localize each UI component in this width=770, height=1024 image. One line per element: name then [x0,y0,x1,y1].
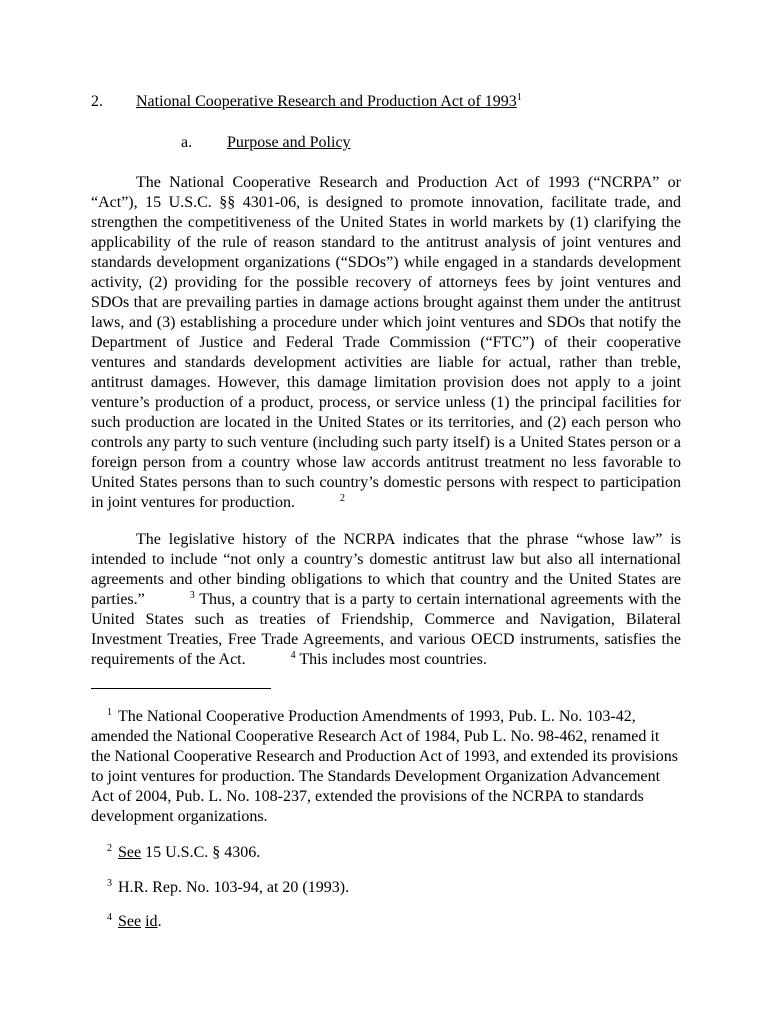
footnote-mark: 1 [107,707,112,718]
paragraph-purpose: The National Cooperative Research and Production Act of 1993 (“NCRPA” or “Act”), 15 U.S.C. §§ 4301-06, is designed to promote innovation, facilitate trade, and strengthen the competitiveness of the United States in world markets by (1) clarifying the applicability of the rule of reason standard to the antitrust analysis of joint ventures and standards development organizations (“SDOs”) while engaged in a standards development activity, (2) providing for the possible recovery of attorneys fees by joint ventures and SDOs that are prevailing parties in damage actions brought against them under the antitrust laws, and (3) establishing a procedure under which joint ventures and SDOs that notify the Department of Justice and Federal Trade Commission (“FTC”) of their cooperative ventures and standards development activities are liable for actual, rather than treble, antitrust damages. However, this damage limitation provision does not apply to a joint venture’s production of a product, process, or service unless (1) the principal facilities for such production are located in the United States or its territories, and (2) each person who controls any party to such venture (including such party itself) is a United States person or a foreign person from a country whose law accords antitrust treatment no less favorable to United States persons than to such country’s domestic persons with respect to participation in joint ventures for production. $^2$ [91,174,681,511]
footnote-2-text: 15 U.S.C. § 4306. [141,844,261,861]
footnote-2 [91,843,681,863]
footnote-1-text: The National Cooperative Production Amendments of 1993, Pub. L. No. 103-42, amended the National Cooperative Research Act of 1984, Pub L. No. 98-462, renamed it the National Cooperative Research and Production Act of 1993, and extended its provisions to joint ventures for production. The Standards Development Organization Advancement Act of 2004, Pub. L. No. 108-237, extended the provisions of the NCRPA to standards development organizations. [91,708,678,825]
footnote-4-end: . [157,913,162,930]
footnote-3 [91,878,681,898]
footnote-3-text: H.R. Rep. No. 103-94, at 20 (1993). [118,879,350,896]
subsection-title: Purpose and Policy [227,134,351,151]
footnote-4 [91,912,681,932]
section-number: 2. [91,93,103,110]
footnote-mark: 3 [107,878,112,889]
paragraph-legislative-history-text-b: Thus, a country that is a party to certain international agreements with the United States such as treaties of Friendship, Commerce and Navigation, Bilateral Investment Treaties, Free Trade Agreements, and various OECD instruments, satisfies the requirements of the Act. [91,591,681,668]
subsection-number: a. [181,134,193,151]
paragraph-legislative-history: The legislative history of the NCRPA indicates that the phrase “whose law” is intended to include “not only a country’s domestic antitrust law but also all international agreements and other binding obligations to which that country and the United States are parties.” $^3$ Thus, a country that is a party to certain international agreements with the United States such as treaties of Friendship, Commerce and Navigation, Bilateral Investment Treaties, Free Trade Agreements, and various OECD instruments, satisfies the requirements of the Act. $^4$ This includes most countries. [91,531,681,668]
paragraph-legislative-history-text-a: The legislative history of the NCRPA indicates that the phrase “whose law” is intended to include “not only a country’s domestic antitrust law but also all international agreements and other binding obligations to which that country and the United States are parties.” [91,531,681,608]
footnote-2-signal: See [118,844,142,861]
section-title-text: National Cooperative Research and Production Act of 1993 [136,93,517,110]
footnote-4-cite: id [145,913,158,930]
section-title: National Cooperative Research and Production Act of 1993$^1$ [136,92,522,110]
footnote-separator [91,688,271,689]
footnote-1 [91,707,681,827]
footnote-mark: 2 [107,843,112,854]
footnote-4-signal: See [118,913,142,930]
footnote-mark: 4 [107,912,112,923]
paragraph-legislative-history-text-c: This includes most countries. [295,651,487,668]
paragraph-purpose-text: The National Cooperative Research and Production Act of 1993 (“NCRPA” or “Act”), 15 U.S.C. §§ 4301-06, is designed to promote innovation, facilitate trade, and strengthen the competitiveness of the United States in world markets by (1) clarifying the applicability of the rule of reason standard to the antitrust analysis of joint ventures and standards development organizations (“SDOs”) while engaged in a standards development activity, (2) providing for the possible recovery of attorneys fees by joint ventures and SDOs that are prevailing parties in damage actions brought against them under the antitrust laws, and (3) establishing a procedure under which joint ventures and SDOs that notify the Department of Justice and Federal Trade Commission (“FTC”) of their cooperative ventures and standards development activities are liable for actual, rather than treble, antitrust damages. However, this damage limitation provision does not apply to a joint venture’s production of a product, process, or service unless (1) the principal facilities for such production are located in the United States or its territories, and (2) each person who controls any party to such venture (including such party itself) is a United States person or a foreign person from a country whose law accords antitrust treatment no less favorable to United States persons than to such country’s domestic persons with respect to participation in joint ventures for production. [91,174,681,511]
